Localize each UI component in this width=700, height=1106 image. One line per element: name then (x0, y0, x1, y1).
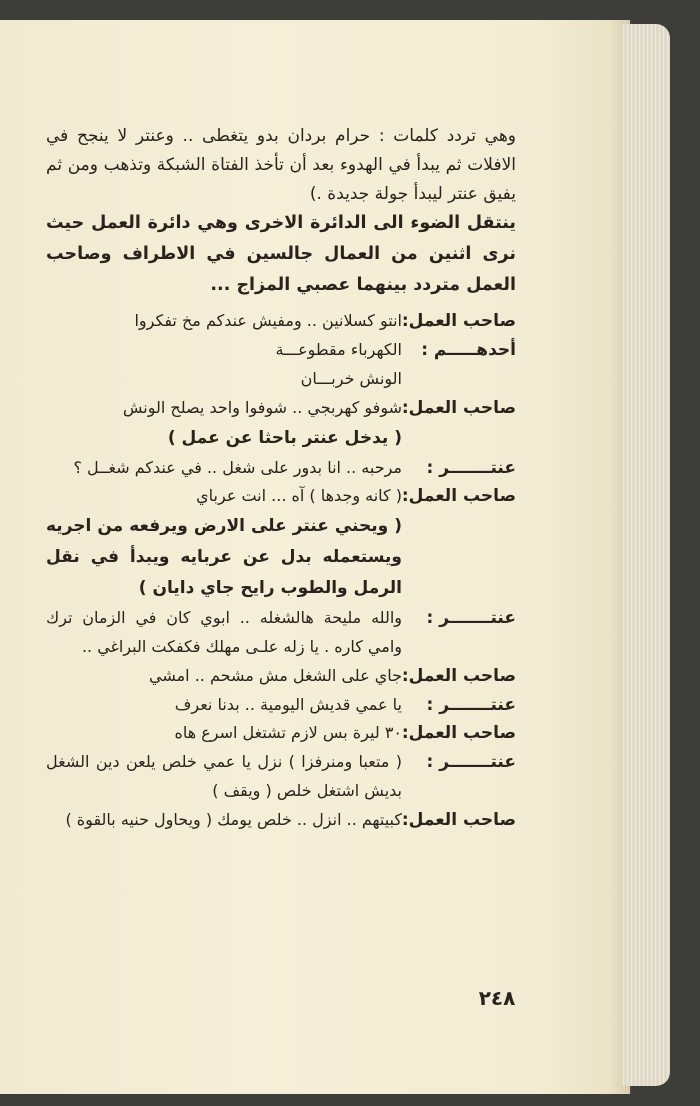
dialogue-text: مرحبه .. انا بدور على شغل .. في عندكم شغــل ؟ (73, 457, 402, 477)
stage-direction: ( ويحني عنتر على الارض ويرفعه من اجريه ويستعمله بدل عن عربايه ويبدأ في نقل الرمل والطوب رايح جاي دايان ) (46, 516, 402, 599)
speaker-label: عنتـــــــر : (426, 457, 516, 478)
dialogue-text: ( كانه وجدها ) آه ... انت عرباي (196, 486, 402, 506)
page-text (46, 122, 516, 835)
dialogue-line (46, 307, 516, 336)
dialogue-text: الكهرباء مقطوعـــة (275, 340, 402, 360)
dialogue-line (46, 365, 516, 394)
dialogue-text: ٣٠ ليرة بس لازم تشتغل اسرع هاه (174, 723, 402, 743)
dialogue-list (46, 307, 516, 834)
speaker-label: عنتـــــــر : (426, 694, 516, 715)
dialogue-line (46, 454, 516, 483)
dialogue-line (46, 336, 516, 365)
speaker-label: صاحب العمل: (401, 723, 516, 744)
dialogue-line (46, 691, 516, 720)
speaker-label: صاحب العمل: (401, 665, 516, 686)
speaker-label: عنتـــــــر : (426, 752, 516, 773)
dialogue-line (46, 423, 516, 454)
dialogue-line (46, 748, 516, 806)
dialogue-text: ( متعبا ومنرفزا ) نزل يا عمي خلص يلعن دين الشغل بديش اشتغل خلص ( ويقف ) (46, 752, 402, 800)
dialogue-text: يا عمي قديش اليومية .. بدنا نعرف (174, 694, 402, 714)
dialogue-line (46, 394, 516, 423)
dialogue-text: الونش خربـــان (300, 368, 402, 388)
dialogue-line (46, 604, 516, 662)
stage-direction-paragraph: ينتقل الضوء الى الدائرة الاخرى وهي دائرة العمل حيث نرى اثنين من العمال جالسين في الاطراف وصاحب العمل متردد بينهما عصبي المزاج ... (46, 213, 516, 296)
speaker-label: أحدهـــــم : (421, 340, 516, 361)
dialogue-text: كبيتهم .. انزل .. خلص يومك ( ويحاول حنيه بالقوة ) (65, 809, 402, 829)
dialogue-line (46, 662, 516, 691)
page-edges (622, 24, 670, 1086)
speaker-label: صاحب العمل: (401, 486, 516, 507)
dialogue-text: جاي على الشغل مش مشحم .. امشي (149, 665, 402, 685)
dialogue-text: والله مليحة هالشغله .. ابوي كان في الزمان ترك وامي كاره . يا زله علـى مهلك فكفكت البراغي .. (46, 608, 402, 656)
dialogue-line (46, 719, 516, 748)
speaker-label: صاحب العمل: (401, 397, 516, 418)
dialogue-line (46, 511, 516, 604)
dialogue-line (46, 482, 516, 511)
dialogue-text: شوفو كهربجي .. شوفوا واحد يصلح الونش (122, 397, 402, 417)
speaker-label: صاحب العمل: (401, 809, 516, 830)
dialogue-line (46, 806, 516, 835)
speaker-label: عنتـــــــر : (426, 608, 516, 629)
speaker-label: صاحب العمل: (401, 311, 516, 332)
page-number: ٢٤٨ (478, 986, 516, 1010)
dialogue-text: انتو كسلانين .. ومفيش عندكم مخ تفكروا (134, 311, 402, 331)
stage-direction: ( يدخل عنتر باحثا عن عمل ) (167, 427, 402, 448)
intro-paragraph: وهي تردد كلمات : حرام بردان بدو يتغطى .. وعنتر لا ينجح في الافلات ثم يبدأ في الهدوء بعد أن تأخذ الفتاة الشبكة وتذهب ومن ثم يفيق عنتر ليبدأ جولة جديدة .) (46, 126, 516, 204)
